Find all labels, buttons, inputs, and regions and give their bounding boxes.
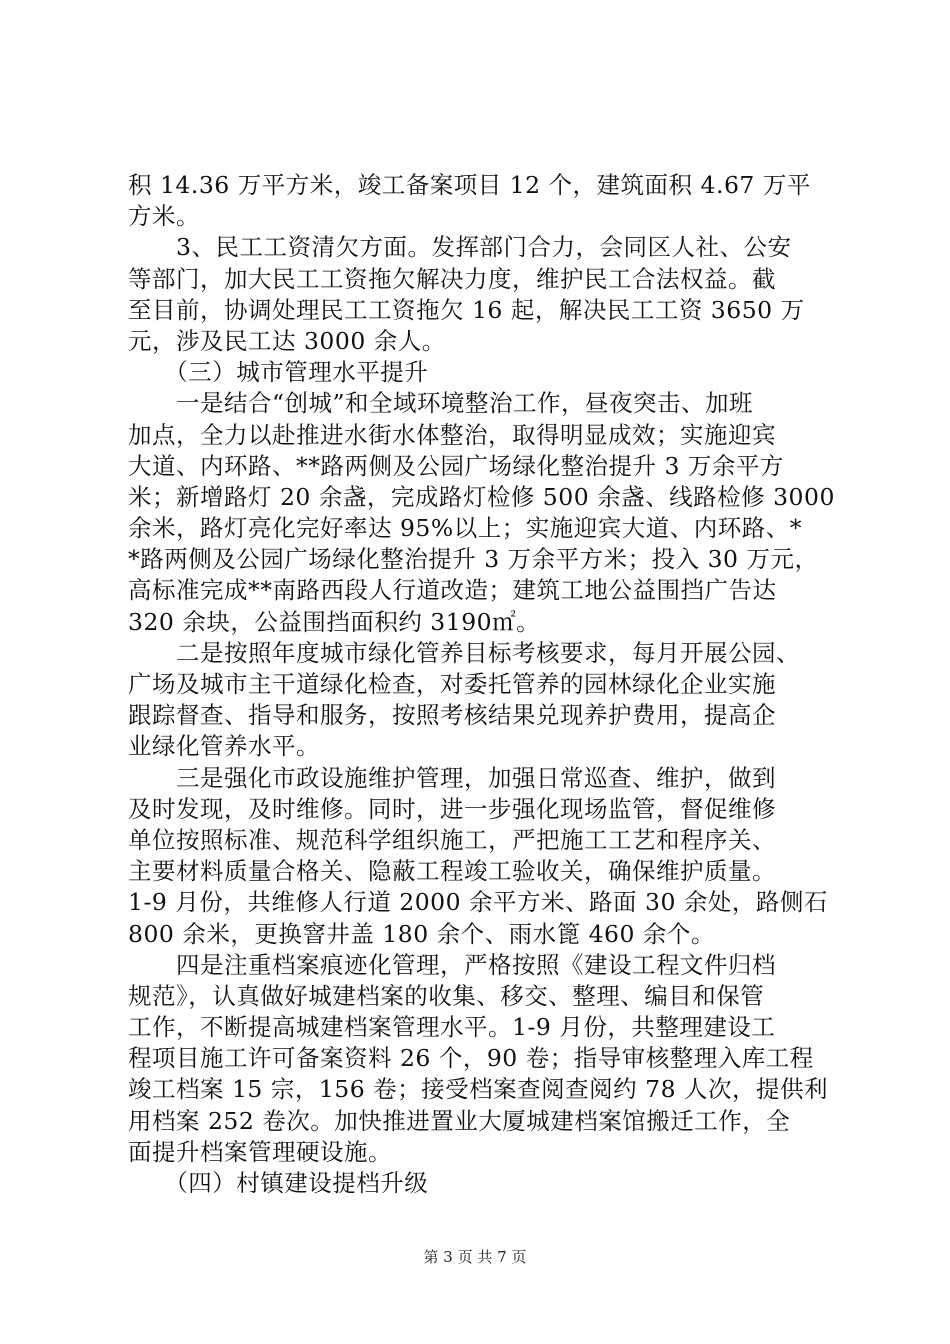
text-line: 3、民工工资清欠方面。发挥部门合力，会同区人社、公安 [128, 233, 792, 262]
page-number-footer: 第 3 页 共 7 页 [423, 1248, 527, 1266]
text-line: 320 余块，公益围挡面积约 3190㎡。 [128, 607, 541, 636]
section-heading: （四）村镇建设提档升级 [128, 1169, 429, 1197]
text-line: 1-9 月份，共维修人行道 2000 余平方米、路面 30 余处，路侧石 [128, 888, 828, 917]
text-line: 广场及城市主干道绿化检查，对委托管养的园林绿化企业实施 [128, 670, 776, 698]
text-line: 加点，全力以赴推进水街水体整治，取得明显成效；实施迎宾 [128, 420, 776, 449]
text-line: 二是按照年度城市绿化管养目标考核要求，每月开展公园、 [128, 638, 800, 667]
text-line: 竣工档案 15 宗，156 卷；接受档案查阅查阅约 78 人次，提供利 [128, 1075, 829, 1104]
text-line: 元，涉及民工达 3000 余人。 [128, 326, 446, 355]
text-line: 一是结合“创城”和全域环境整治工作，昼夜突击、加班 [128, 389, 754, 418]
text-line: 程项目施工许可备案资料 26 个，90 卷；指导审核整理入库工程 [128, 1044, 814, 1073]
text-line: 方米。 [128, 202, 200, 231]
text-line: 跟踪督查、指导和服务，按照考核结果兑现养护费用，提高企 [128, 701, 776, 730]
text-line: 高标准完成**南路西段人行道改造；建筑工地公益围挡广告达 [128, 576, 777, 605]
text-line: 三是强化市政设施维护管理，加强日常巡查、维护，做到 [128, 763, 776, 792]
text-line: 及时发现，及时维修。同时，进一步强化现场监管，督促维修 [128, 794, 776, 823]
text-line: 等部门，加大民工工资拖欠解决力度，维护民工合法权益。截 [128, 264, 776, 293]
text-line: 米；新增路灯 20 余盏，完成路灯检修 500 余盏、线路检修 3000 [128, 482, 835, 511]
text-line: 业绿化管养水平。 [128, 732, 320, 761]
text-line: 余米，路灯亮化完好率达 95%以上；实施迎宾大道、内环路、* [128, 514, 802, 543]
text-line: 800 余米，更换窨井盖 180 余个、雨水篦 460 余个。 [128, 919, 715, 948]
text-line: *路两侧及公园广场绿化整治提升 3 万余平方米；投入 30 万元， [128, 545, 819, 574]
text-line: 规范》，认真做好城建档案的收集、移交、整理、编目和保管 [128, 981, 765, 1010]
text-line: 主要材料质量合格关、隐蔽工程竣工验收关，确保维护质量。 [128, 857, 776, 886]
document-body [128, 170, 835, 1199]
section-heading: （三）城市管理水平提升 [128, 358, 429, 387]
text-line: 用档案 252 卷次。加快推进置业大厦城建档案馆搬迁工作，全 [128, 1106, 791, 1135]
text-line: 单位按照标准、规范科学组织施工，严把施工工艺和程序关、 [128, 825, 776, 854]
text-line: 至目前，协调处理民工工资拖欠 16 起，解决民工工资 3650 万 [128, 295, 805, 324]
text-line: 面提升档案管理硬设施。 [128, 1137, 392, 1166]
text-line: 工作，不断提高城建档案管理水平。1-9 月份，共整理建设工 [128, 1013, 776, 1042]
text-line: 四是注重档案痕迹化管理，严格按照《建设工程文件归档 [128, 950, 776, 979]
text-line: 积 14.36 万平方米，竣工备案项目 12 个，建筑面积 4.67 万平 [128, 171, 811, 199]
text-line: 大道、内环路、**路两侧及公园广场绿化整治提升 3 万余平方 [128, 451, 784, 480]
